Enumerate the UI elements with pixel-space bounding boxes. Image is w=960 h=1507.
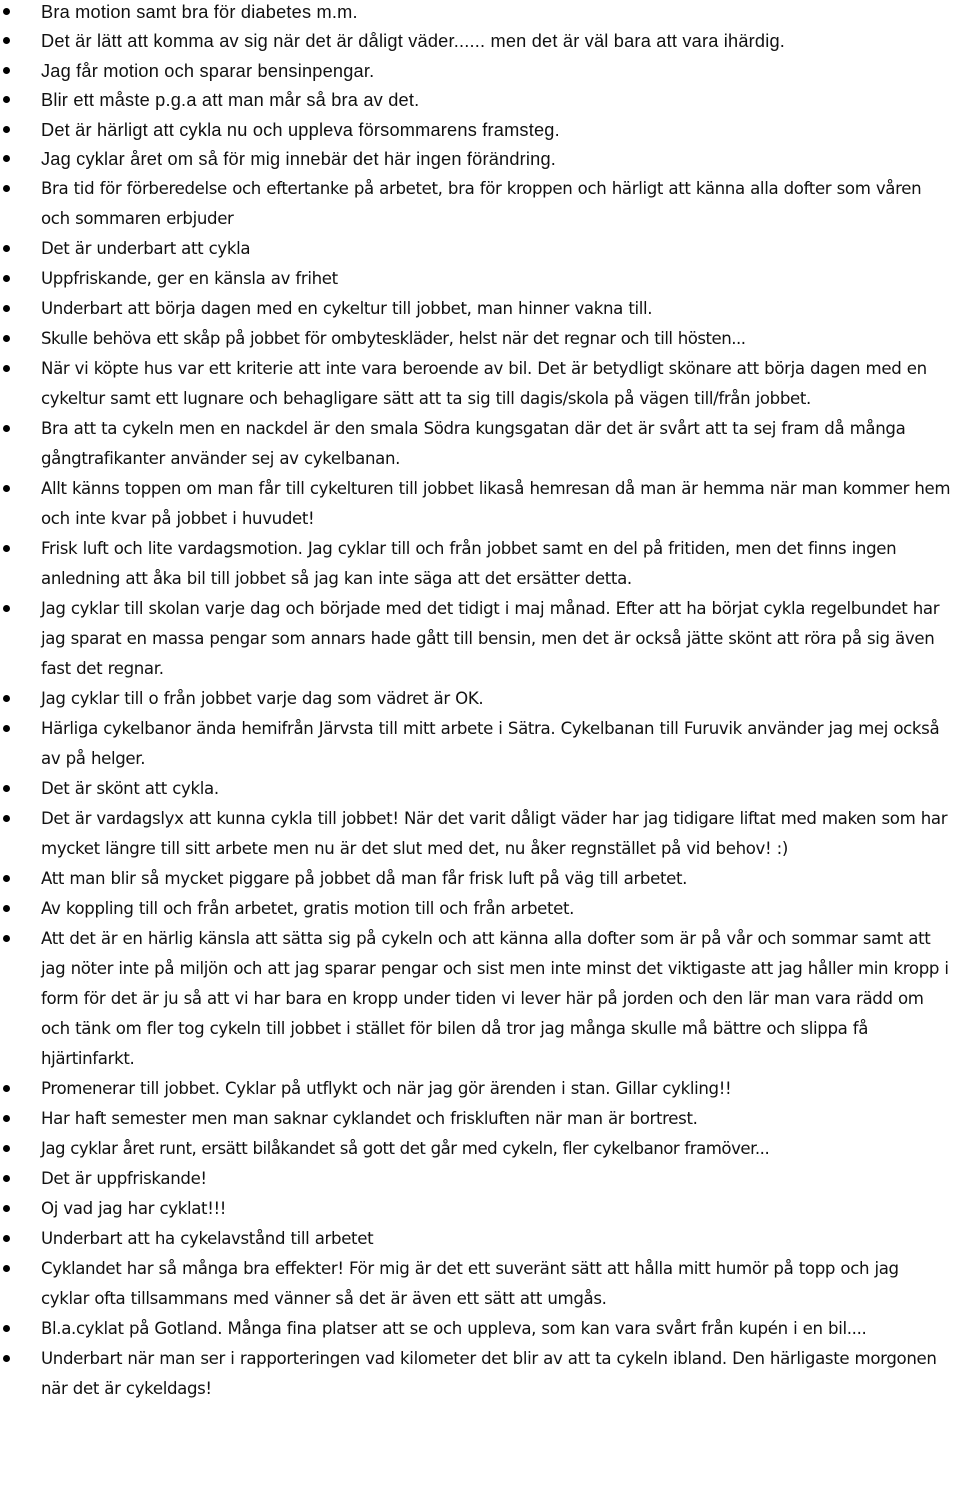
bullet-icon bbox=[3, 305, 10, 312]
list-item bbox=[0, 0, 960, 27]
list-item bbox=[0, 1194, 960, 1224]
list-item-text: Av koppling till och från arbetet, gratis motion till och från arbetet. bbox=[41, 899, 575, 919]
bullet-icon bbox=[3, 1175, 10, 1182]
bullet-icon bbox=[3, 96, 10, 103]
list-item bbox=[0, 474, 960, 534]
list-item-text: Jag cyklar till o från jobbet varje dag som vädret är OK. bbox=[41, 689, 484, 709]
list-item-text: Härliga cykelbanor ända hemifrån Järvsta till mitt arbete i Sätra. Cykelbanan till Furuvik använder jag mej också av på helger. bbox=[41, 719, 940, 769]
list-item-text: När vi köpte hus var ett kriterie att inte vara beroende av bil. Det är betydligt skönare att börja dagen med en cykeltur samt ett lugnare och behagligare sätt att ta sig till dagis/skola på vägen till/från jobbet. bbox=[41, 359, 927, 409]
bullet-icon bbox=[3, 155, 10, 162]
bullet-icon bbox=[3, 1265, 10, 1272]
list-item bbox=[0, 594, 960, 684]
list-item-text: Det är underbart att cykla bbox=[41, 239, 251, 259]
bullet-icon bbox=[3, 545, 10, 552]
list-item bbox=[0, 57, 960, 86]
list-item bbox=[0, 294, 960, 324]
bullet-icon bbox=[3, 815, 10, 822]
bullet-icon bbox=[3, 67, 10, 74]
list-item-text: Frisk luft och lite vardagsmotion. Jag cyklar till och från jobbet samt en del på fritiden, men det finns ingen anledning att åka bil till jobbet så jag kan inte säga att det ersätter detta. bbox=[41, 539, 897, 589]
bullet-icon bbox=[3, 185, 10, 192]
list-item bbox=[0, 534, 960, 594]
bullet-icon bbox=[3, 425, 10, 432]
list-item bbox=[0, 1314, 960, 1344]
list-item-text: Underbart när man ser i rapporteringen vad kilometer det blir av att ta cykeln ibland. Den härligaste morgonen när det är cykeldags! bbox=[41, 1349, 937, 1399]
bullet-icon bbox=[3, 1145, 10, 1152]
list-item-text: Underbart att börja dagen med en cykeltur till jobbet, man hinner vakna till. bbox=[41, 299, 653, 319]
list-item-text: Det är lätt att komma av sig när det är dåligt väder...... men det är väl bara att vara ihärdig. bbox=[41, 31, 786, 52]
list-item bbox=[0, 27, 960, 56]
bullet-icon bbox=[3, 905, 10, 912]
list-item-text: Det är vardagslyx att kunna cykla till jobbet! När det varit dåligt väder har jag tidigare liftat med maken som har mycket längre till sitt arbete men nu är det slut med det, nu åker regnstället på vid behov! :) bbox=[41, 809, 948, 859]
bullet-icon bbox=[3, 245, 10, 252]
list-item bbox=[0, 1134, 960, 1164]
bullet-icon bbox=[3, 1235, 10, 1242]
bullet-icon bbox=[3, 1205, 10, 1212]
list-item-text: Underbart att ha cykelavstånd till arbetet bbox=[41, 1229, 374, 1249]
list-item bbox=[0, 414, 960, 474]
bullet-icon bbox=[3, 1325, 10, 1332]
list-item-text: Cyklandet har så många bra effekter! För mig är det ett suveränt sätt att hålla mitt humör på topp och jag cyklar ofta tillsammans med vänner så det är även ett sätt att umgås. bbox=[41, 1259, 899, 1309]
list-item-text: Bl.a.cyklat på Gotland. Många fina platser att se och uppleva, som kan vara svårt från kupén i en bil.... bbox=[41, 1319, 867, 1339]
list-item-text: Blir ett måste p.g.a att man mår så bra av det. bbox=[41, 90, 420, 111]
list-item bbox=[0, 116, 960, 145]
list-item-text: Allt känns toppen om man får till cykelturen till jobbet likaså hemresan då man är hemma när man kommer hem och inte kvar på jobbet i huvudet! bbox=[41, 479, 951, 529]
list-item-text: Bra motion samt bra för diabetes m.m. bbox=[41, 2, 358, 22]
bullet-icon bbox=[3, 365, 10, 372]
bullet-icon bbox=[3, 275, 10, 282]
bullet-icon bbox=[3, 725, 10, 732]
bullet-icon bbox=[3, 695, 10, 702]
list-item-text: Jag cyklar året runt, ersätt bilåkandet så gott det går med cykeln, fler cykelbanor framöver... bbox=[41, 1139, 770, 1159]
list-item bbox=[0, 864, 960, 894]
list-item bbox=[0, 894, 960, 924]
list-item-text: Bra tid för förberedelse och eftertanke på arbetet, bra för kroppen och härligt att känna alla dofter som våren och sommaren erbjuder bbox=[41, 179, 922, 229]
list-item bbox=[0, 174, 960, 234]
bullet-icon bbox=[3, 335, 10, 342]
bullet-icon bbox=[3, 37, 10, 44]
list-item-text: Skulle behöva ett skåp på jobbet för ombyteskläder, helst när det regnar och till hösten... bbox=[41, 329, 746, 349]
list-item bbox=[0, 774, 960, 804]
list-item bbox=[0, 1074, 960, 1104]
list-item bbox=[0, 324, 960, 354]
list-item-text: Har haft semester men man saknar cyklandet och friskluften när man är bortrest. bbox=[41, 1109, 698, 1129]
list-item bbox=[0, 804, 960, 864]
bullet-icon bbox=[3, 1115, 10, 1122]
list-item-text: Det är härligt att cykla nu och uppleva försommarens framsteg. bbox=[41, 119, 560, 140]
list-item-text: Jag cyklar året om så för mig innebär det här ingen förändring. bbox=[41, 149, 557, 170]
list-item-text: Oj vad jag har cyklat!!! bbox=[41, 1199, 227, 1219]
list-item-text: Uppfriskande, ger en känsla av frihet bbox=[41, 269, 338, 289]
list-item bbox=[0, 924, 960, 1074]
list-item-text: Bra att ta cykeln men en nackdel är den smala Södra kungsgatan där det är svårt att ta sej fram då många gångtrafikanter använder sej av cykelbanan. bbox=[41, 419, 906, 469]
list-item-text: Jag får motion och sparar bensinpengar. bbox=[41, 60, 375, 81]
list-item bbox=[0, 234, 960, 264]
bullet-icon bbox=[3, 785, 10, 792]
list-item bbox=[0, 145, 960, 174]
list-item-text: Det är skönt att cykla. bbox=[41, 779, 219, 799]
bullet-icon bbox=[3, 1085, 10, 1092]
list-item bbox=[0, 1224, 960, 1254]
list-item bbox=[0, 86, 960, 115]
bullet-icon bbox=[3, 126, 10, 133]
list-item bbox=[0, 354, 960, 414]
bullet-icon bbox=[3, 1355, 10, 1362]
list-item bbox=[0, 1104, 960, 1134]
list-item bbox=[0, 264, 960, 294]
bullet-icon bbox=[3, 8, 10, 15]
list-item-text: Det är uppfriskande! bbox=[41, 1169, 207, 1189]
list-item bbox=[0, 684, 960, 714]
list-item-text: Att det är en härlig känsla att sätta sig på cykeln och att känna alla dofter som är på vår och sommar samt att jag nöter inte på miljön och att jag sparar pengar och sist men inte minst det viktigaste att jag håller min kropp i form för det är ju så att vi har bara en kropp under tiden vi lever här på jorden och den lär man vara rädd om och tänk om fler tog cykeln till jobbet i stället för bilen då tror jag många skulle må bättre och slippa få hjärtinfarkt. bbox=[41, 929, 949, 1069]
bullet-icon bbox=[3, 485, 10, 492]
list-item bbox=[0, 714, 960, 774]
bullet-icon bbox=[3, 605, 10, 612]
list-item-text: Promenerar till jobbet. Cyklar på utflykt och när jag gör ärenden i stan. Gillar cykling!! bbox=[41, 1079, 732, 1099]
bullet-icon bbox=[3, 935, 10, 942]
list-item bbox=[0, 1254, 960, 1314]
bullet-icon bbox=[3, 875, 10, 882]
list-item-text: Jag cyklar till skolan varje dag och började med det tidigt i maj månad. Efter att ha börjat cykla regelbundet har jag sparat en massa pengar som annars hade gått till bensin, men det är också jätte skönt att röra på sig även fast det regnar. bbox=[41, 599, 940, 679]
list-item-text: Att man blir så mycket piggare på jobbet då man får frisk luft på väg till arbetet. bbox=[41, 869, 688, 889]
list-item bbox=[0, 1164, 960, 1194]
list-item bbox=[0, 1344, 960, 1404]
